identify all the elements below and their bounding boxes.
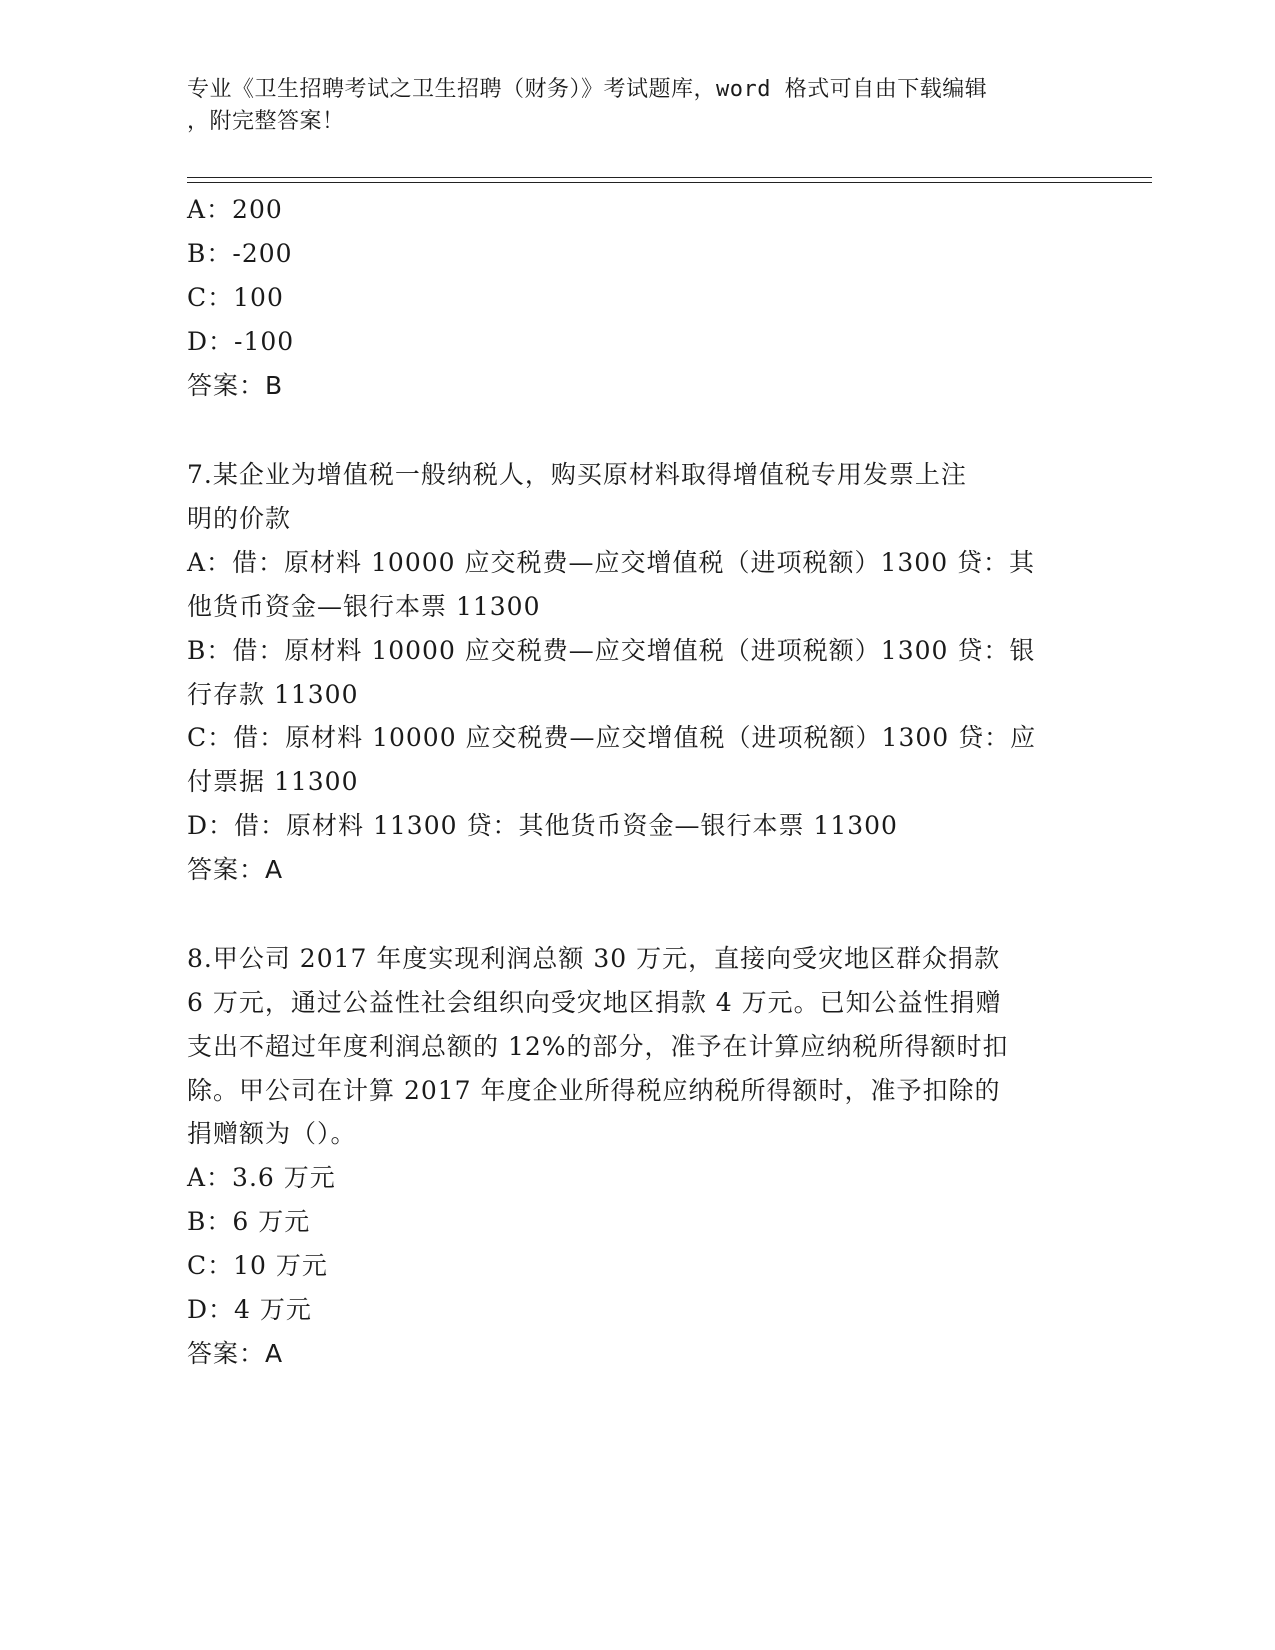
q7-option-d: D：借：原材料 11300 贷：其他货币资金—银行本票 11300 xyxy=(187,811,898,840)
header-line-1: 专业《卫生招聘考试之卫生招聘（财务）》考试题库，word 格式可自由下载编辑 xyxy=(187,77,988,102)
q6-answer: 答案：B xyxy=(187,371,284,400)
q6-option-b: B：-200 xyxy=(187,239,293,268)
document-header xyxy=(187,74,1067,138)
q8-stem-line-5: 捐赠额为（）。 xyxy=(187,1119,357,1148)
q7-stem-line-2: 明的价款 xyxy=(187,504,292,533)
q7-option-b-line-1: B：借：原材料 10000 应交税费—应交增值税（进项税额）1300 贷：银 xyxy=(187,636,1036,665)
q8-stem-line-2: 6 万元，通过公益性社会组织向受灾地区捐款 4 万元。已知公益性捐赠 xyxy=(187,988,1002,1017)
header-divider-top xyxy=(187,177,1152,178)
q7-option-b-line-2: 行存款 11300 xyxy=(187,680,359,709)
q7-stem-line-1: 7.某企业为增值税一般纳税人，购买原材料取得增值税专用发票上注 xyxy=(187,460,967,489)
q8-answer: 答案：A xyxy=(187,1339,284,1368)
q8-option-a: A：3.6 万元 xyxy=(187,1163,336,1192)
q8-stem-line-1: 8.甲公司 2017 年度实现利润总额 30 万元，直接向受灾地区群众捐款 xyxy=(187,944,1001,973)
q7-option-c-line-1: C：借：原材料 10000 应交税费—应交增值税（进项税额）1300 贷：应 xyxy=(187,723,1037,752)
q7-option-a-line-2: 他货币资金—银行本票 11300 xyxy=(187,592,541,621)
header-divider-bottom xyxy=(187,182,1152,183)
q7-option-c-line-2: 付票据 11300 xyxy=(187,767,359,796)
q8-stem-line-4: 除。甲公司在计算 2017 年度企业所得税应纳税所得额时，准予扣除的 xyxy=(187,1076,1001,1105)
q7-option-a-line-1: A：借：原材料 10000 应交税费—应交增值税（进项税额）1300 贷：其 xyxy=(187,548,1036,577)
q6-option-a: A：200 xyxy=(187,195,283,224)
header-line-2: ，附完整答案！ xyxy=(187,109,345,134)
q7-answer: 答案：A xyxy=(187,855,284,884)
q6-option-c: C：100 xyxy=(187,283,284,312)
q8-option-c: C：10 万元 xyxy=(187,1251,328,1280)
q8-option-b: B：6 万元 xyxy=(187,1207,311,1236)
q6-option-d: D：-100 xyxy=(187,327,295,356)
q8-option-d: D：4 万元 xyxy=(187,1295,312,1324)
q8-stem-line-3: 支出不超过年度利润总额的 12%的部分，准予在计算应纳税所得额时扣 xyxy=(187,1032,1009,1061)
